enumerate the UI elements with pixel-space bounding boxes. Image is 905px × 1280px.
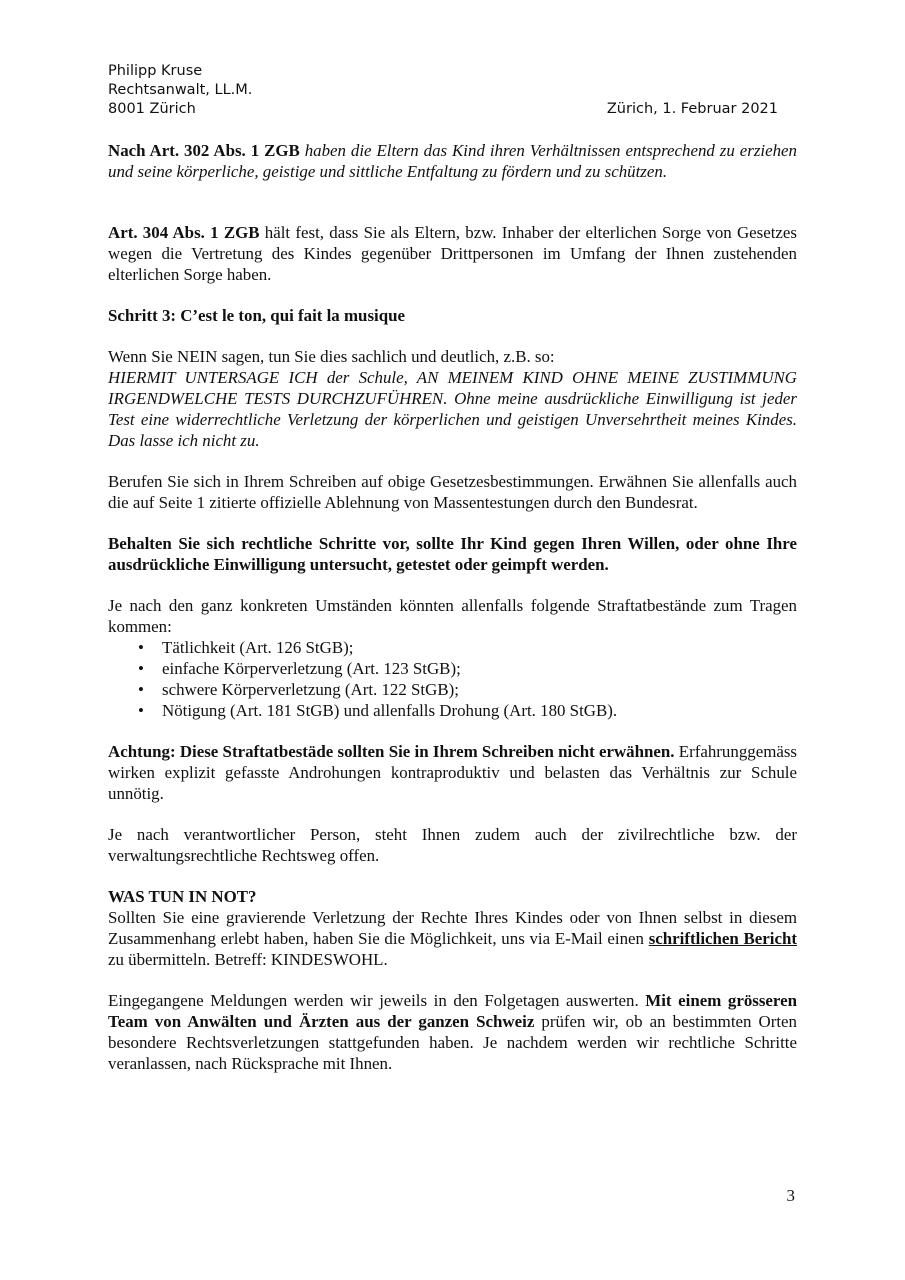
law-reference: Art. 304 Abs. 1 ZGB xyxy=(108,223,260,242)
section-heading-step-3: Schritt 3: C’est le ton, qui fait la musique xyxy=(108,306,405,325)
law-reference: Nach Art. 302 Abs. 1 ZGB xyxy=(108,141,300,160)
list-item: • Tätlichkeit (Art. 126 StGB); xyxy=(108,637,797,658)
paragraph-art-304 xyxy=(108,222,797,285)
paragraph-legal-recourse: Je nach verantwortlicher Person, steht Ihnen zudem auch der zivilrechtliche bzw. der verwaltungsrechtliche Rechtsweg offen. xyxy=(108,825,797,865)
warning-text: Achtung: Diese Straftatbestäde sollten Sie in Ihrem Schreiben nicht erwähnen. xyxy=(108,742,675,761)
paragraph-report-request: Sollten Sie eine gravierende Verletzung der Rechte Ihres Kindes oder von Ihnen selbst in diesem Zusammenhang erlebt haben, haben Sie die Möglichkeit, uns via E-Mail einen schriftlichen Bericht zu übermitteln. Betreff: KINDESWOHL. xyxy=(108,908,797,969)
document-body xyxy=(108,140,797,1074)
paragraph-legal-basis: Berufen Sie sich in Ihrem Schreiben auf obige Gesetzesbestimmungen. Erwähnen Sie allenfalls auch die auf Seite 1 zitierte offizielle Ablehnung von Massentestungen durch den Bundesrat. xyxy=(108,472,797,512)
paragraph-evaluation: Eingegangene Meldungen werden wir jeweils in den Folgetagen auswerten. Mit einem grösseren Team von Anwälten und Ärzten aus der ganzen Schweiz prüfen wir, ob an bestimmten Orten besondere Rechtsverletzungen stattgefunden haben. Je nachdem werden wir rechtliche Schritte veranlassen, nach Rücksprache mit Ihnen. xyxy=(108,991,797,1073)
letter-date: Zürich, 1. Februar 2021 xyxy=(606,101,778,117)
law-text: haben die Eltern das Kind ihren Verhältnissen entsprechend zu erziehen und seine körperliche, geistige und sittliche Entfaltung zu fördern und zu schützen. xyxy=(108,141,797,181)
author-city: 8001 Zürich xyxy=(108,101,196,117)
bullet-icon: • xyxy=(138,701,144,720)
letterhead-city-date-row xyxy=(108,100,778,119)
author-title: Rechtsanwalt, LL.M. xyxy=(108,82,253,98)
paragraph-offences-intro: Je nach den ganz konkreten Umständen könnten allenfalls folgende Straftatbestände zum Tragen kommen: xyxy=(108,596,797,636)
paragraph-art-302 xyxy=(108,140,797,182)
intro-text: Wenn Sie NEIN sagen, tun Sie dies sachlich und deutlich, z.B. so: xyxy=(108,347,555,366)
paragraph-reserve-rights: Behalten Sie sich rechtliche Schritte vor, sollte Ihr Kind gegen Ihren Willen, oder ohne Ihre ausdrückliche Einwilligung untersucht, getestet oder geimpft werden. xyxy=(108,534,797,574)
warning-explanation: Erfahrunggemäss wirken explizit gefasste Androhungen kontraproduktiv und belasten das Verhältnis zur Schule unnötig. xyxy=(108,742,797,803)
paragraph-example-refusal xyxy=(108,346,797,451)
bullet-icon: • xyxy=(138,659,144,678)
team-highlight: Mit einem grösseren Team von Anwälten und Ärzten aus der ganzen Schweiz xyxy=(108,991,797,1031)
page-number: 3 xyxy=(786,1186,795,1205)
author-name: Philipp Kruse xyxy=(108,63,203,79)
list-item: • Nötigung (Art. 181 StGB) und allenfalls Drohung (Art. 180 StGB). xyxy=(108,700,797,721)
offences-list xyxy=(108,637,797,721)
list-item: • schwere Körperverletzung (Art. 122 StGB); xyxy=(108,679,797,700)
written-report-link-text: schriftlichen Bericht xyxy=(648,929,797,948)
bullet-icon: • xyxy=(138,638,144,657)
letterhead xyxy=(108,62,778,119)
example-statement: HIERMIT UNTERSAGE ICH der Schule, AN MEINEM KIND OHNE MEINE ZUSTIMMUNG IRGENDWELCHE TESTS DURCHZUFÜHREN. Ohne meine ausdrückliche Einwilligung ist jeder Test eine widerrechtliche Verletzung der körperlichen und geistigen Unversehrtheit meines Kindes. Das lasse ich nicht zu. xyxy=(108,368,797,450)
section-heading-emergency: WAS TUN IN NOT? xyxy=(108,887,257,906)
paragraph-warning xyxy=(108,741,797,804)
law-text: hält fest, dass Sie als Eltern, bzw. Inhaber der elterlichen Sorge von Gesetzes wegen die Vertretung des Kindes gegenüber Drittpersonen im Umfang der Ihnen zustehenden elterlichen Sorge haben. xyxy=(108,223,797,284)
list-item: • einfache Körperverletzung (Art. 123 StGB); xyxy=(108,658,797,679)
bullet-icon: • xyxy=(138,680,144,699)
